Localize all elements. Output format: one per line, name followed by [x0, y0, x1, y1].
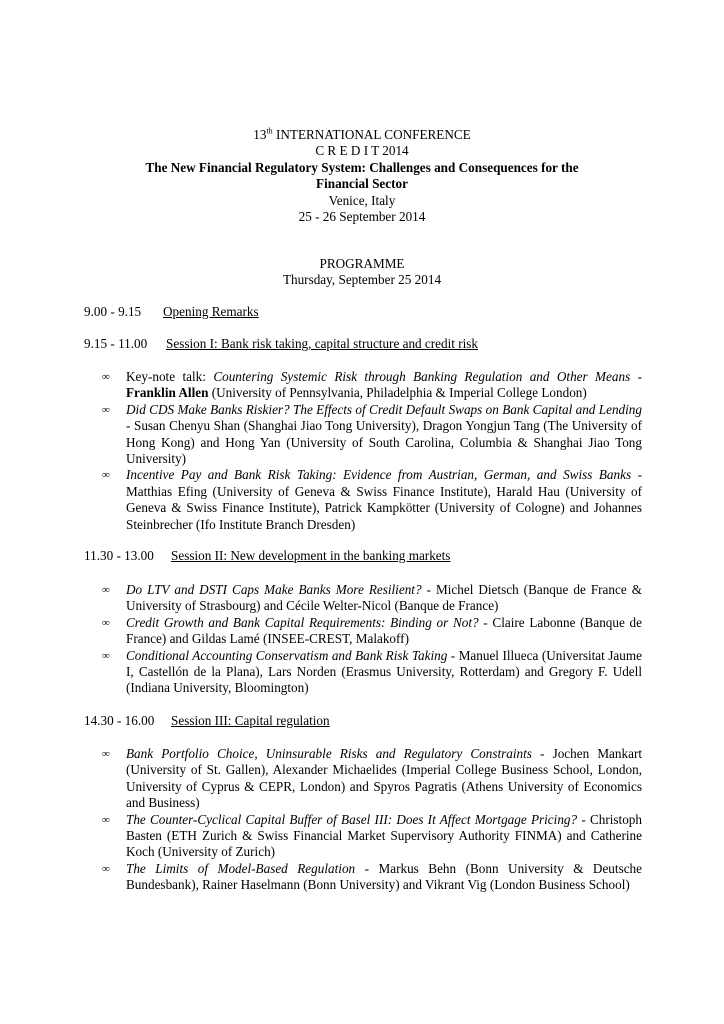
list-item: ∞ Key-note talk: Countering Systemic Risk through Banking Regulation and Other Means - Franklin Allen (University of Pennsylvania, Philadelphia & Imperial College London)	[102, 369, 642, 401]
conference-dates: 25 - 26 September 2014	[298, 209, 426, 225]
conference-title-line1: The New Financial Regulatory System: Challenges and Consequences for the	[145, 159, 579, 175]
session-opening	[84, 304, 259, 320]
session-3-items	[102, 746, 642, 894]
infinity-bullet-icon: ∞	[102, 469, 110, 482]
conference-number: 13th INTERNATIONAL CONFERENCE	[253, 126, 471, 142]
session-title: Opening Remarks	[163, 304, 259, 319]
infinity-bullet-icon: ∞	[102, 862, 110, 875]
programme-heading: PROGRAMME	[319, 256, 405, 271]
session-3	[84, 713, 330, 729]
list-item: ∞ Conditional Accounting Conservatism and Bank Risk Taking - Manuel Illueca (Universitat Jaume I, Castellón de la Plana), Lars Norden (Erasmus University, Rotterdam) and Gregory F. Udell (Indiana University, Bloomington)	[102, 647, 642, 696]
session-time: 9.00 - 9.15	[84, 304, 142, 319]
session-time: 14.30 - 16.00	[84, 713, 155, 728]
programme-heading-block	[60, 256, 664, 289]
session-title: Session II: New development in the banking markets	[171, 548, 451, 563]
programme-day: Thursday, September 25 2014	[282, 272, 442, 288]
infinity-bullet-icon: ∞	[102, 371, 110, 383]
session-time: 9.15 - 11.00	[84, 336, 148, 351]
session-2-items	[102, 582, 642, 697]
list-item: ∞ The Limits of Model-Based Regulation - Markus Behn (Bonn University & Deutsche Bundesbank), Rainer Haselmann (Bonn University) and Vikrant Vig (London Business School)	[102, 860, 643, 893]
infinity-bullet-icon: ∞	[102, 649, 110, 662]
infinity-bullet-icon: ∞	[102, 403, 110, 416]
conference-title-line2: Financial Sector	[316, 176, 408, 192]
session-1	[84, 336, 478, 352]
list-item: ∞ Incentive Pay and Bank Risk Taking: Evidence from Austrian, German, and Swiss Banks - Matthias Efing (University of Geneva & Swiss Finance Institute), Harald Hau (University of Geneva & Swiss Finance Institute), Patrick Kampkötter (University of Cologne) and Johannes Steinbrecher (Ifo Institute Branch Dresden)	[102, 467, 642, 532]
list-item: ∞ The Counter-Cyclical Capital Buffer of Basel III: Does It Affect Mortgage Pricing? - Christoph Basten (ETH Zurich & Swiss Financial Market Supervisory Authority FINMA) and Catherine Koch (University of Zurich)	[102, 811, 642, 860]
list-item: ∞ Bank Portfolio Choice, Uninsurable Risks and Regulatory Constraints - Jochen Mankart (University of St. Gallen), Alexander Michaelides (Imperial College Business School, London, University of Cyprus & CEPR, London) and Spyros Pagratis (Athens University of Economics and Business)	[102, 746, 642, 811]
conference-name: C R E D I T 2014	[315, 143, 409, 159]
session-title: Session I: Bank risk taking, capital structure and credit risk	[166, 336, 479, 351]
session-title: Session III: Capital regulation	[171, 713, 330, 728]
session-time: 11.30 - 13.00	[84, 548, 154, 563]
list-item: ∞ Do LTV and DSTI Caps Make Banks More Resilient? - Michel Dietsch (Banque de France & University of Strasbourg) and Cécile Welter-Nicol (Banque de France)	[102, 582, 642, 614]
conference-location: Venice, Italy	[328, 192, 396, 208]
infinity-bullet-icon: ∞	[102, 748, 110, 760]
infinity-bullet-icon: ∞	[102, 584, 110, 596]
conference-header	[60, 127, 664, 225]
infinity-bullet-icon: ∞	[102, 616, 110, 629]
list-item: ∞ Did CDS Make Banks Riskier? The Effects of Credit Default Swaps on Bank Capital and Lending - Susan Chenyu Shan (Shanghai Jiao Tong University), Dragon Yongjun Tang (The University of Hong Kong) and Hong Yan (University of South Carolina, Columbia & Shanghai Jiao Tong University)	[102, 401, 642, 467]
session-2	[84, 548, 450, 564]
list-item: ∞ Credit Growth and Bank Capital Requirements: Binding or Not? - Claire Labonne (Banque de France) and Gildas Lamé (INSEE-CREST, Malakoff)	[102, 614, 642, 647]
session-1-items	[102, 369, 642, 533]
infinity-bullet-icon: ∞	[102, 813, 110, 826]
